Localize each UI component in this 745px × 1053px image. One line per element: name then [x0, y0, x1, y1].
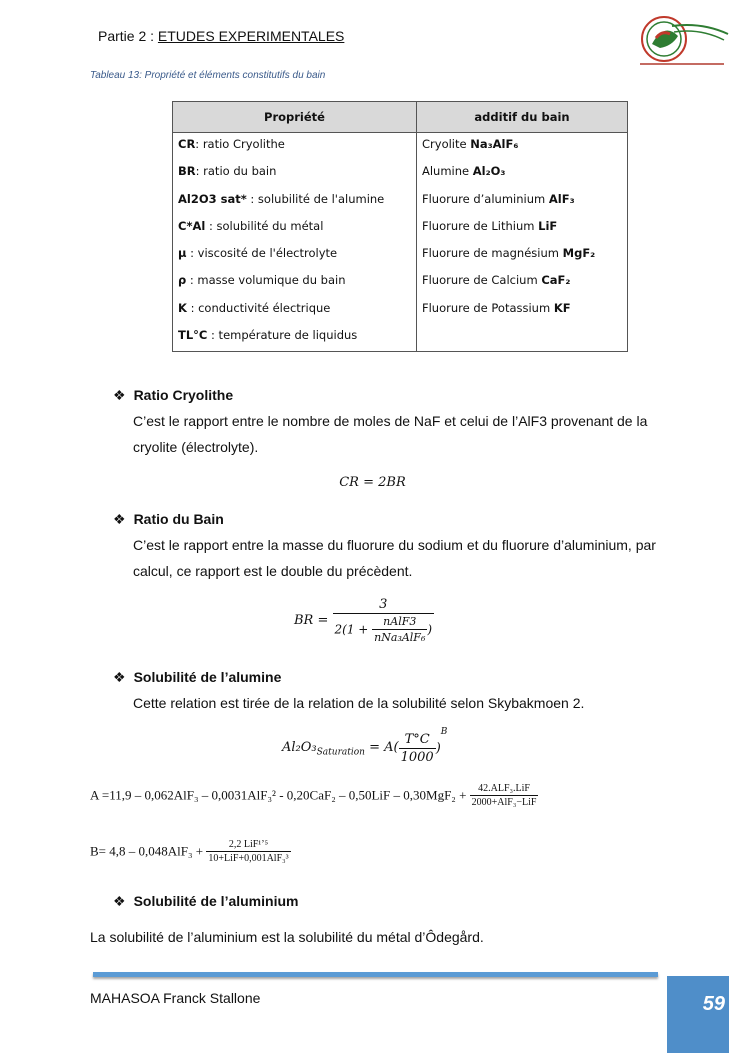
additive-row: Cryolite Na₃AlF₆	[422, 137, 519, 151]
equation-alumine: $Al_2O_3_{Saturation} = A$( $\frac{T^\circ C}{1000}$ )$^B$	[282, 727, 448, 765]
additive-column	[417, 133, 628, 352]
equation-cr: CR = 2BR	[339, 475, 406, 490]
property-row: Al2O3 sat* : solubilité de l'alumine	[178, 191, 385, 206]
footer-author: MAHASOA Franck Stallone	[90, 990, 261, 1006]
diamond-bullet-icon: ❖	[113, 387, 126, 403]
header-part	[98, 28, 344, 44]
section-title-alumine: ❖ Solubilité de l’alumine	[113, 669, 282, 685]
property-row: BR: ratio du bain	[178, 164, 277, 179]
alumine-text: Cette relation est tirée de la relation de la solubilité selon Skybakmoen 2.	[133, 695, 585, 711]
property-column	[173, 133, 417, 352]
equation-a: A =11,9 – 0,062AlF₃ – 0,0031AlF₃² - 0,20CaF₂ – 0,50LiF – 0,30MgF₂ + $\frac{\text{42.ALF₃.LiF}}{\text{2000+AlF₃−LiF}}$	[90, 783, 537, 808]
additive-row: Fluorure d’aluminium AlF₃	[422, 191, 575, 206]
footer-divider	[93, 972, 658, 977]
property-row: TL°C : température de liquidus	[178, 328, 358, 343]
equation-br: BR = 3 2(1 + $\frac{\text{nAlF3}}{\text{nNa₃AlF₆}}$ )	[294, 597, 433, 644]
page-number: 59	[702, 993, 725, 1015]
additive-row: Fluorure de magnésium MgF₂	[422, 246, 596, 261]
property-row: ρ : masse volumique du bain	[178, 273, 346, 288]
column-header-additive: additif du bain	[417, 102, 628, 133]
additive-row: Fluorure de Lithium LiF	[422, 218, 558, 233]
aluminium-text: La solubilité de l’aluminium est la solubilité du métal d’Ôdegård.	[90, 929, 484, 945]
additive-row: Alumine Al₂O₃	[422, 164, 506, 179]
column-header-property: Propriété	[173, 102, 417, 133]
bain-text: C’est le rapport entre la masse du fluorure du sodium et du fluorure d’aluminium, par calcul, ce rapport est le double du précèdent.	[133, 537, 656, 579]
equation-b: B= 4,8 – 0,048AlF₃ + $\frac{\text{2,2 LiF¹’⁵}}{\text{10+LiF+0,001AlF₃³}}$	[90, 839, 289, 864]
additive-row: Fluorure de Potassium KF	[422, 300, 571, 315]
diamond-bullet-icon: ❖	[113, 669, 126, 685]
header-part-prefix: Partie 2 :	[98, 28, 158, 44]
section-title-aluminium: ❖ Solubilité de l’aluminium	[113, 893, 299, 909]
section-title-cryolithe: ❖ Ratio Cryolithe	[113, 387, 234, 403]
institution-logo	[632, 14, 732, 70]
property-row: K : conductivité électrique	[178, 300, 331, 315]
properties-table	[172, 101, 628, 352]
diamond-bullet-icon: ❖	[113, 511, 126, 527]
property-row: CR: ratio Cryolithe	[178, 137, 285, 151]
diamond-bullet-icon: ❖	[113, 893, 126, 909]
property-row: C*Al : solubilité du métal	[178, 218, 324, 233]
additive-row: Fluorure de Calcium CaF₂	[422, 273, 571, 288]
section-title-bain: ❖ Ratio du Bain	[113, 511, 224, 527]
table-caption: Tableau 13: Propriété et éléments constitutifs du bain	[90, 70, 326, 81]
header-part-title: ETUDES EXPERIMENTALES	[157, 28, 345, 44]
cryolithe-text: C’est le rapport entre le nombre de moles de NaF et celui de l’AlF3 provenant de la cryolite (électrolyte).	[133, 413, 648, 455]
property-row: µ : viscosité de l'électrolyte	[178, 246, 338, 261]
